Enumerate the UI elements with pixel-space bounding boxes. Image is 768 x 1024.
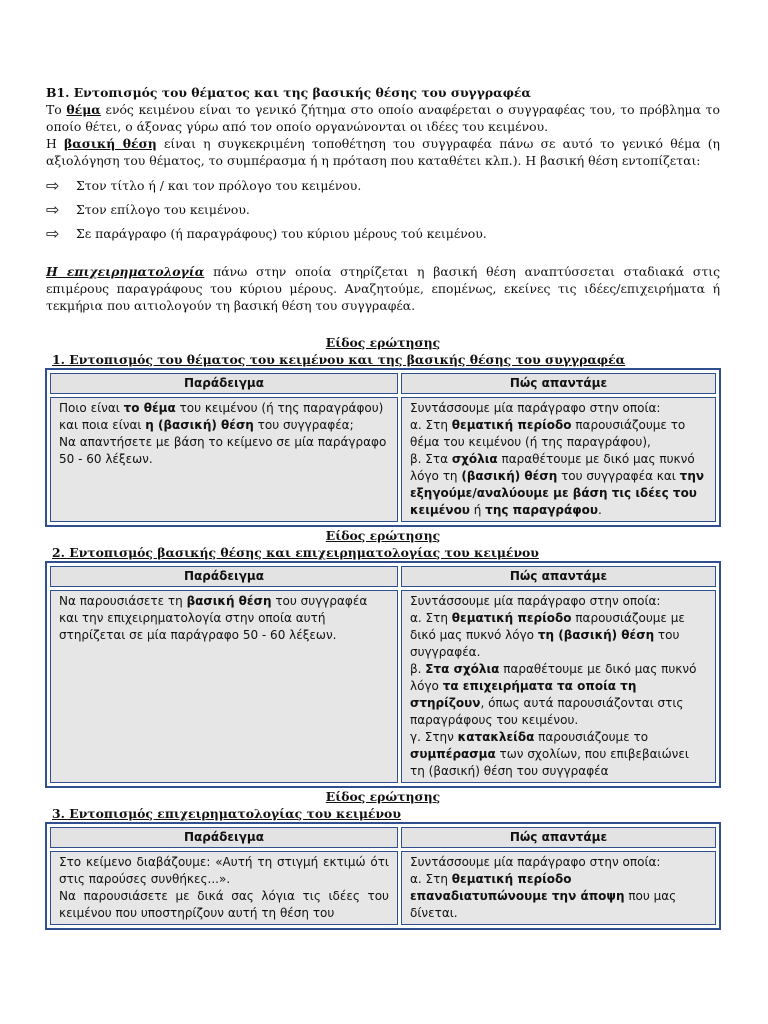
answer-cell [401,851,716,925]
bold-text: την εξηγούμε/αναλύουμε με βάση τις ιδέες του κειμένου [410,469,705,517]
text: παρουσιάζουμε το [534,730,649,744]
theme-definition-paragraph [46,101,720,135]
example-instruction: Να παρουσιάσετε με δικά σας λόγια τις ιδέες του κειμένου που υποστηρίζουν αυτή τη θέση του [59,889,389,920]
bold-text: σχόλια [451,452,498,466]
thesis-definition-paragraph [46,135,720,169]
question-table-2 [45,561,721,788]
list-item [46,173,720,197]
answer-step-c [410,729,707,780]
example-quote: Στο κείμενο διαβάζουμε: «Αυτή τη στιγμή εκτιμώ ότι στις παρούσες συνθήκες...». [59,855,389,886]
text: του συγγραφέα; [253,418,354,432]
column-header-answer: Πώς απαντάμε [401,566,716,587]
bold-text: κατακλείδα [457,730,535,744]
arrow-right-icon: ⇨ [46,223,60,243]
question-table-1 [45,368,721,527]
question-title: 2. Εντοπισμός βασικής θέσης και επιχειρηματολογίας του κειμένου [52,545,539,560]
text: Η [46,136,65,151]
text: παραθέτουμε με δικό μας πυκνό λόγο [410,662,697,693]
question-type-label: Είδος ερώτησης [325,789,441,804]
example-text [59,593,389,644]
text: του κειμένου (ή της παραγράφου) και ποια είναι [59,401,384,432]
answer-step-a [410,871,707,922]
question-title: 3. Εντοπισμός επιχειρηματολογίας του κειμένου [52,806,401,821]
column-header-answer: Πώς απαντάμε [401,373,716,394]
list-item-text: Στον επίλογο του κειμένου. [76,201,250,217]
bold-text: (βασική) θέση [461,469,558,483]
bold-text: θεματική περίοδο [451,611,572,625]
answer-cell [401,397,716,522]
list-item [46,221,720,245]
example-cell [50,397,398,522]
argumentation-paragraph [46,263,720,314]
text: που μας δίνεται. [410,889,677,920]
column-header-answer: Πώς απαντάμε [401,827,716,848]
term-thesis: βασική θέση [64,136,157,151]
text: ή [469,503,486,517]
arrow-right-icon: ⇨ [46,199,60,219]
list-item [46,197,720,221]
answer-intro: Συντάσσουμε μία παράγραφο στην οποία: [410,594,661,608]
text: . [597,503,602,517]
answer-intro: Συντάσσουμε μία παράγραφο στην οποία: [410,855,661,869]
example-cell [50,590,398,783]
text: του συγγραφέα. [410,628,680,659]
bold-text: τα επιχειρήματα τα οποία τη στηρίζουν [410,679,637,710]
text: των σχολίων, που επιβεβαιώνει τη (βασική) θέση του συγγραφέα [410,747,689,778]
question-table-3 [45,822,721,930]
text: Να παρουσιάσετε τη [59,594,187,608]
text: α. Στη [410,872,452,886]
text: παρουσιάζουμε το θέμα του κειμένου (ή της παραγράφου), [410,418,686,449]
question-block-3 [46,788,720,930]
text: Ποιο είναι [59,401,124,415]
bold-text: θεματική περίοδο επαναδιατυπώνουμε την άποψη [410,872,625,903]
answer-step-a [410,417,707,451]
text: , όπως αυτά παρουσιάζονται στις παραγράφους του κειμένου. [410,696,684,727]
column-header-example: Παράδειγμα [50,827,398,848]
bold-text: θεματική περίοδο [451,418,572,432]
text: β. [410,662,426,676]
answer-intro: Συντάσσουμε μία παράγραφο στην οποία: [410,401,661,415]
answer-cell [401,590,716,783]
example-instruction: Να απαντήσετε με βάση το κείμενο σε μία παράγραφο 50 - 60 λέξεων. [59,435,387,466]
bold-text: συμπέρασμα [410,747,496,761]
list-item-text: Στον τίτλο ή / και τον πρόλογο του κειμένου. [76,177,362,193]
bold-text: η (βασική) θέση [145,418,254,432]
text: του συγγραφέα και [557,469,680,483]
text: γ. Στην [410,730,458,744]
term-theme: θέμα [66,102,101,117]
column-header-example: Παράδειγμα [50,373,398,394]
text: α. Στη [410,418,452,432]
answer-step-b [410,661,707,729]
text: είναι η συγκεκριμένη τοποθέτηση του συγγραφέα πάνω σε αυτό το γενικό θέμα (η αξιολόγηση του θέματος, το συμπέρασμα ή η πρόταση που καταθέτει κλπ.). Η βασική θέση εντοπίζεται: [46,136,720,168]
answer-step-b [410,451,707,519]
text: Το [46,102,67,117]
question-block-1 [46,334,720,527]
bold-text: τη (βασική) θέση [537,628,655,642]
arrow-right-icon: ⇨ [46,175,60,195]
term-argumentation: Η επιχειρηματολογία [46,264,205,279]
answer-step-a [410,610,707,661]
text: β. Στα [410,452,452,466]
text: ενός κειμένου είναι το γενικό ζήτημα στο οποίο αναφέρεται ο συγγραφέας του, το πρόβλημα το οποίο θέτει, ο άξονας γύρω από τον οποίο οργανώνονται οι ιδέες του κειμένου. [46,102,720,134]
question-type-label: Είδος ερώτησης [325,335,441,350]
bold-text: το θέμα [123,401,176,415]
example-cell [50,851,398,925]
bold-text: Στα σχόλια [425,662,500,676]
text: παρουσιάζουμε με δικό μας πυκνό λόγο [410,611,685,642]
column-header-example: Παράδειγμα [50,566,398,587]
bold-text: βασική θέση [186,594,272,608]
bold-text: της παραγράφου [485,503,598,517]
question-title: 1. Εντοπισμός του θέματος του κειμένου και της βασικής θέσης του συγγραφέα [52,352,626,367]
section-heading: Β1. Εντοπισμός του θέματος και της βασικής θέσης του συγγραφέα [46,85,531,100]
text: πάνω στην οποία στηρίζεται η βασική θέση αναπτύσσεται σταδιακά στις επιμέρους παραγράφους του κύριου μέρους. Αναζητούμε, επομένως, εκείνες τις ιδέες/επιχειρήματα ή τεκμήρια που αιτιολογούν τη βασική θέση του συγγραφέα. [46,264,721,313]
list-item-text: Σε παράγραφο (ή παραγράφους) του κύριου μέρους τού κειμένου. [76,225,487,241]
text: α. Στη [410,611,452,625]
thesis-location-list [46,173,720,245]
question-block-2 [46,527,720,788]
document-page [46,84,720,930]
text: του συγγραφέα και την επιχειρηματολογία στην οποία αυτή στηρίζεται σε μία παράγραφο 50 - 60 λέξεων. [59,594,368,642]
question-type-label: Είδος ερώτησης [325,528,441,543]
example-text [59,400,389,434]
text: παραθέτουμε με δικό μας πυκνό λόγο τη [410,452,695,483]
